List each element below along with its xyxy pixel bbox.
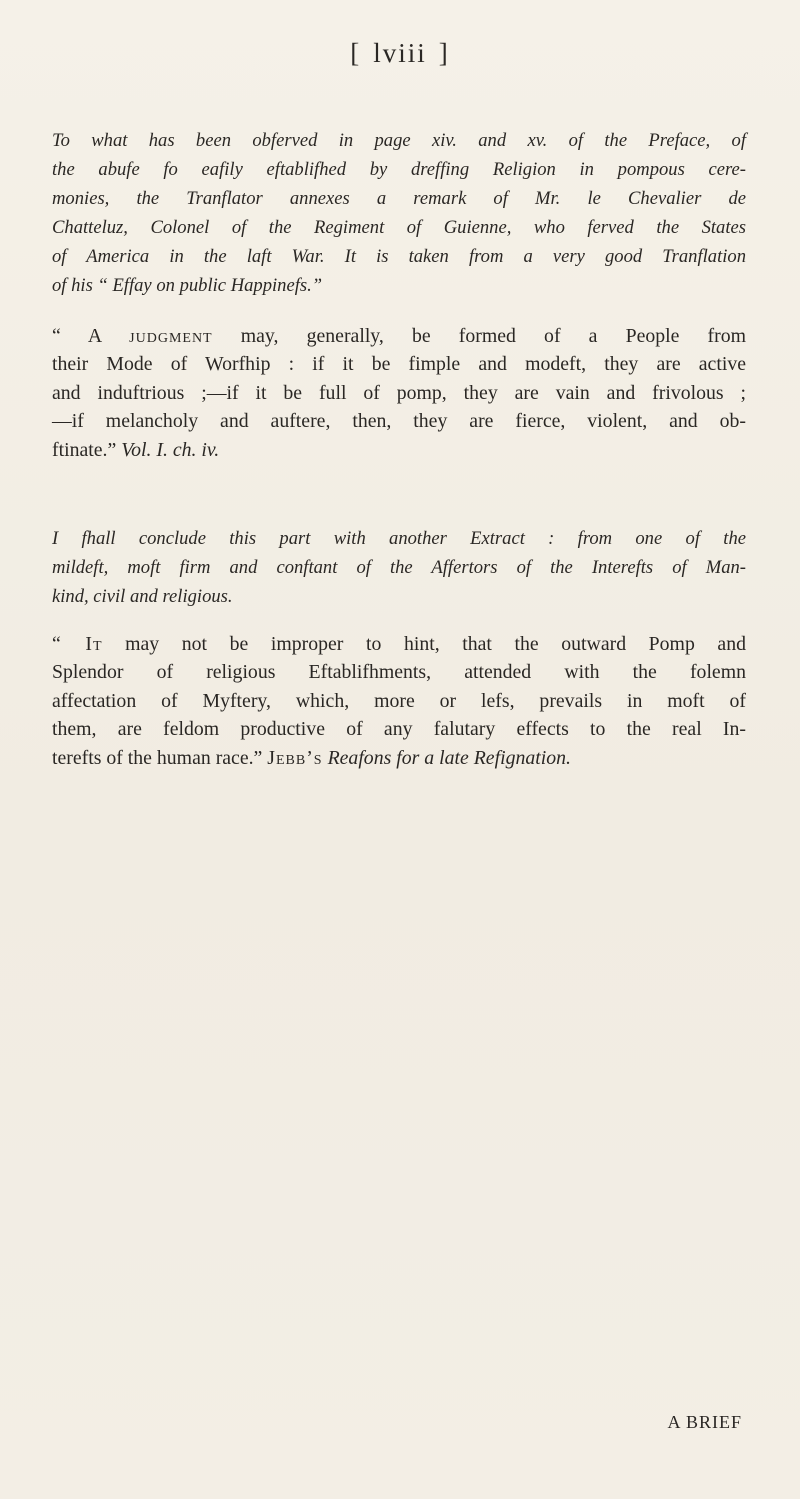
quote-line: affectation of Myftery, which, more or lefs, prevails in moft of [52, 689, 746, 712]
quote-opening: “ A [52, 325, 102, 347]
catchword: A BRIEF [667, 1412, 742, 1432]
quote-last-text: terefts of the human race.” [52, 746, 263, 769]
quote-line [52, 436, 746, 464]
open-bracket: [ [350, 38, 362, 68]
quote-last-text: ftinate.” [52, 438, 117, 461]
quote-opening: “ It [52, 633, 103, 655]
quote-author: Jebb’s [267, 746, 323, 769]
quote-line [52, 630, 746, 658]
quote-line [52, 322, 746, 350]
page-number: lviii [373, 38, 427, 68]
note-line: mildeft, moft firm and conftant of the Affertors of the Interefts of Man- [52, 557, 746, 578]
note-line: To what has been obferved in page xiv. and xv. of the Preface, of [52, 130, 746, 151]
chatteluz-quote [52, 322, 746, 464]
jebb-quote [52, 630, 746, 772]
quote-line: Splendor of religious Eftablifhments, attended with the folemn [52, 661, 746, 684]
quote-citation: Vol. I. ch. iv. [121, 438, 220, 461]
conclusion-note [52, 524, 746, 611]
note-line: I fhall conclude this part with another Extract : from one of the [52, 528, 746, 549]
note-line: of his “ Effay on public Happinefs.” [52, 275, 323, 296]
quote-line [52, 744, 746, 772]
note-line: of America in the laft War. It is taken from a very good Tranflation [52, 246, 746, 267]
quote-line-text: may not be improper to hint, that the outward Pomp and [102, 633, 746, 655]
note-line: Chatteluz, Colonel of the Regiment of Guienne, who ferved the States [52, 217, 746, 238]
close-bracket: ] [438, 38, 450, 68]
translator-note [52, 126, 746, 300]
quote-work-title: Reafons for a late Refignation. [327, 746, 571, 769]
page-number-header [0, 38, 800, 69]
note-line: monies, the Tranflator annexes a remark of Mr. le Chevalier de [52, 188, 746, 209]
quote-lead-word: judgment [129, 325, 213, 347]
quote-line-text: may, generally, be formed of a People from [212, 325, 747, 347]
quote-line: and induftrious ;—if it be full of pomp, they are vain and frivolous ; [52, 381, 746, 404]
note-line: kind, civil and religious. [52, 586, 233, 607]
quote-line: their Mode of Worfhip : if it be fimple and modeft, they are active [52, 353, 746, 376]
quote-line: —if melancholy and auftere, then, they are fierce, violent, and ob- [52, 410, 746, 433]
quote-line: them, are feldom productive of any falutary effects to the real In- [52, 718, 746, 741]
note-line: the abufe fo eafily eftablifhed by dreffing Religion in pompous cere- [52, 159, 746, 180]
